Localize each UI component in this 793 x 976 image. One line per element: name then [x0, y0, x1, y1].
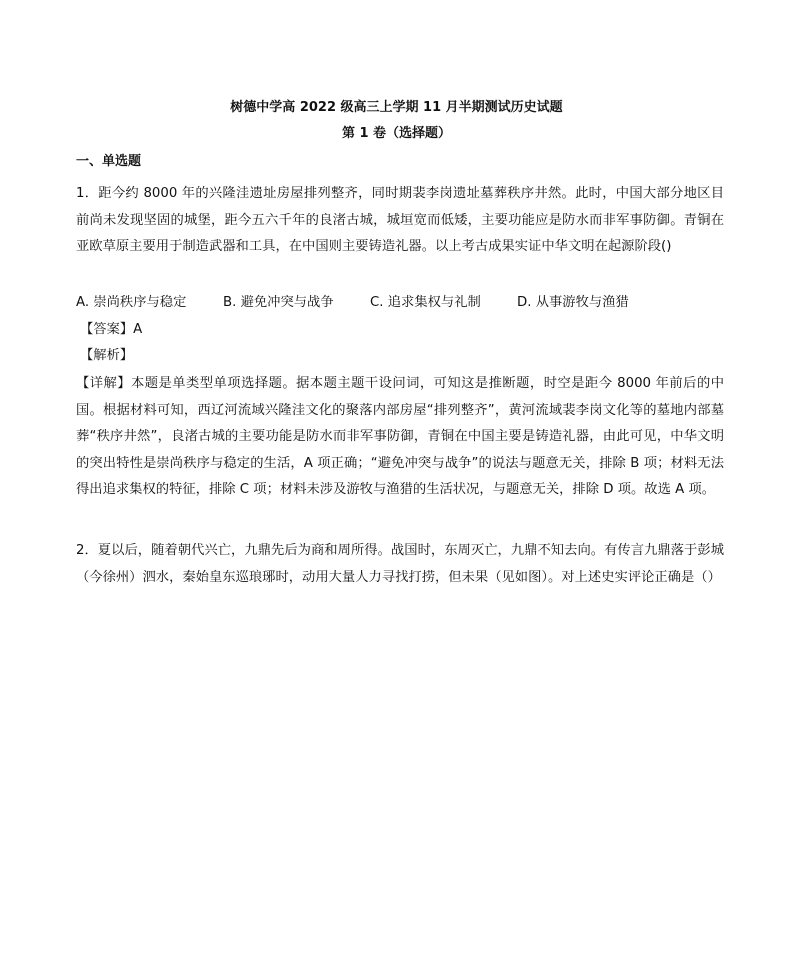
option-b: B. 避免冲突与战争 — [223, 295, 334, 310]
option-d: D. 从事游牧与渔猎 — [517, 295, 629, 310]
answer-label: 【答案】A — [80, 322, 143, 337]
option-a: A. 崇尚秩序与稳定 — [76, 295, 187, 310]
analysis-label: 【解析】 — [80, 348, 134, 363]
section-heading: 一、单选题 — [76, 154, 142, 169]
document-subtitle: 第 1 卷（选择题） — [341, 126, 452, 141]
question-1-detail: 【详解】本题是单类型单项选择题。据本题主题干设问词，可知这是推断题，时空是距今 8000 年前后的中国。根据材料可知，西辽河流域兴隆洼文化的聚落内部房屋“排列整齐”，黄河流域裴李岗文化等的墓地内部墓葬“秩序井然”，良渚古城的主要功能是防水而非军事防御，青铜在中国主要是铸造礼器，由此可见，中华文明的突出特性是崇尚秩序与稳定的生活，A 项正确；“避免冲突与战争”的说法与题意无关，排除 B 项；材料无法得出追求集权的特征，排除 C 项；材料未涉及游牧与渔猎的生活状况，与题意无关，排除 D 项。故选 A 项。 — [76, 376, 724, 497]
question-1-text: 1．距今约 8000 年的兴隆洼遗址房屋排列整齐，同时期裴李岗遗址墓葬秩序井然。此时，中国大部分地区目前尚未发现坚固的城堡，距今五六千年的良渚古城，城垣宽而低矮，主要功能应是防水而非军事防御。青铜在亚欧草原主要用于制造武器和工具，在中国则主要铸造礼器。以上考古成果实证中华文明在起源阶段() — [76, 186, 724, 254]
document-title: 树德中学高 2022 级高三上学期 11 月半期测试历史试题 — [230, 100, 563, 115]
question-1-options — [76, 291, 629, 310]
question-2-text: 2．夏以后，随着朝代兴亡，九鼎先后为商和周所得。战国时，东周灭亡，九鼎不知去向。有传言九鼎落于彭城（今徐州）泗水，秦始皇东巡琅琊时，动用大量人力寻找打捞，但未果（见如图）。对上述史实评论正确是（） — [76, 543, 724, 585]
option-c: C. 追求集权与礼制 — [370, 295, 481, 310]
